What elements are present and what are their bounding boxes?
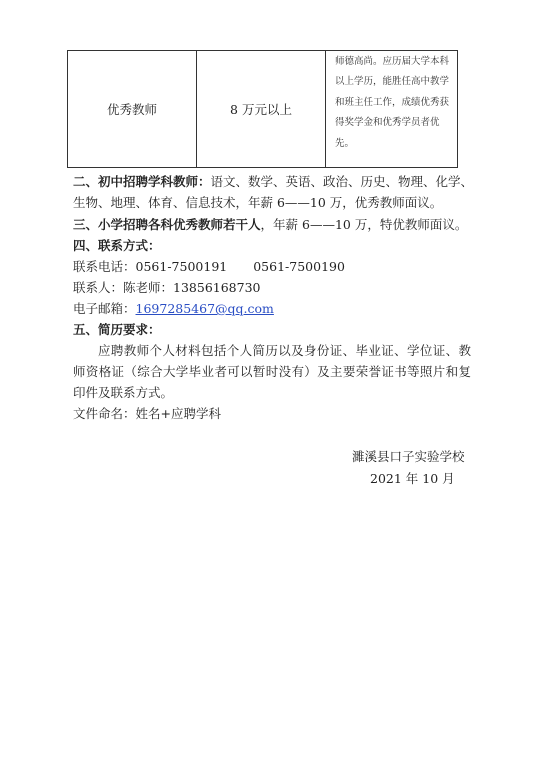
salary-table	[67, 50, 458, 168]
contact-label: 联系人：	[73, 280, 124, 295]
section3-heading: 三、小学招聘各科优秀教师若干人	[73, 217, 261, 232]
requirement-cell: 师德高尚。应历届大学本科以上学历，能胜任高中教学和班主任工作，成绩优秀获得奖学金和优秀学员者优先。	[326, 51, 458, 168]
section5-heading-text: 五、简历要求：	[73, 322, 161, 337]
file-naming: 文件命名：姓名+应聘学科	[73, 406, 221, 421]
phone-1: 0561-7500191	[135, 259, 228, 274]
section5-heading	[73, 320, 161, 338]
section4-heading	[73, 236, 161, 254]
section2-line1	[73, 172, 473, 190]
resume-requirements: 应聘教师个人材料包括个人简历以及身份证、毕业证、学位证、教师资格证（综合大学毕业者可以暂时没有）及主要荣誉证书等照片和复印件及联系方式。	[73, 343, 471, 400]
table-row	[68, 51, 458, 168]
section2-line2: 生物、地理、体育、信息技术，年薪 6——10 万，优秀教师面议。	[73, 195, 443, 210]
section3-line	[73, 215, 467, 233]
email-link[interactable]: 1697285467@qq.com	[135, 301, 274, 316]
category-cell: 优秀教师	[68, 51, 197, 168]
phone-label: 联系电话：	[73, 259, 136, 274]
school-name: 濉溪县口子实验学校	[352, 449, 465, 464]
phone-line	[73, 257, 345, 275]
phone-2: 0561-7500190	[253, 259, 345, 274]
section2-subjects: 语文、数学、英语、政治、历史、物理、化学、	[210, 174, 474, 189]
section4-heading-text: 四、联系方式：	[73, 238, 161, 253]
section2-heading: 二、初中招聘学科教师：	[73, 174, 211, 189]
contact-value: 陈老师：13856168730	[123, 280, 261, 295]
email-label: 电子邮箱：	[73, 301, 136, 316]
salary-cell: 8 万元以上	[197, 51, 326, 168]
email-line	[73, 299, 274, 317]
contact-line	[73, 278, 261, 296]
section3-rest: ，年薪 6——10 万，特优教师面议。	[260, 217, 468, 232]
date: 2021 年 10 月	[370, 471, 455, 486]
